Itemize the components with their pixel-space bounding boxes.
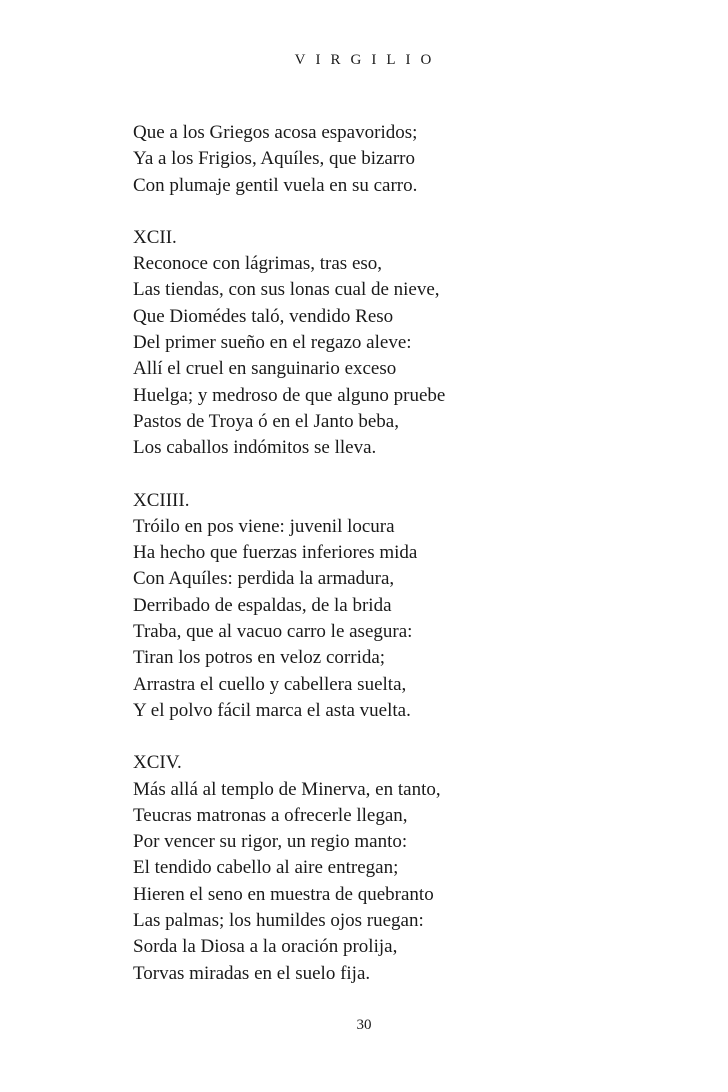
stanza-number: XCII. — [133, 226, 177, 248]
verse-line: Torvas miradas en el suelo fija. — [133, 962, 371, 984]
verse-line: Ha hecho que fuerzas inferiores mida — [133, 542, 418, 564]
verse-line: Teucras matronas a ofrecerle llegan, — [133, 804, 408, 826]
verse-line: Derribado de espaldas, de la brida — [133, 594, 392, 616]
verse-line: Pastos de Troya ó en el Janto beba, — [133, 410, 399, 432]
verse-line: Las palmas; los humildes ojos ruegan: — [133, 910, 424, 932]
verse-line: Traba, que al vacuo carro le asegura: — [133, 621, 413, 643]
poem-body — [133, 120, 653, 1013]
stanza-xciiii — [133, 488, 653, 725]
verse-line: Hieren el seno en muestra de quebranto — [133, 883, 434, 905]
verse-line: Tróilo en pos viene: juvenil locura — [133, 515, 395, 537]
verse-line: Que a los Griegos acosa espavoridos; — [133, 122, 418, 143]
running-header: VIRGILIO — [294, 52, 442, 68]
stanza-xcii — [133, 225, 653, 462]
verse-line: Y el polvo fácil marca el asta vuelta. — [133, 699, 411, 721]
verse-line: Por vencer su rigor, un regio manto: — [133, 831, 408, 853]
verse-line: Los caballos indómitos se lleva. — [133, 437, 377, 459]
verse-line: Reconoce con lágrimas, tras eso, — [133, 253, 383, 275]
verse-line: Del primer sueño en el regazo aleve: — [133, 332, 412, 354]
verse-line: Con Aquíles: perdida la armadura, — [133, 568, 395, 590]
verse-line: Ya a los Frigios, Aquíles, que bizarro — [133, 148, 415, 170]
stanza-xciv — [133, 750, 653, 987]
verse-line: Allí el cruel en sanguinario exceso — [133, 358, 397, 380]
verse-line: Sorda la Diosa a la oración prolija, — [133, 936, 398, 958]
verse-line: Las tiendas, con sus lonas cual de nieve, — [133, 279, 440, 301]
verse-line: Arrastra el cuello y cabellera suelta, — [133, 673, 407, 695]
stanza-number: XCIV. — [133, 752, 182, 774]
stanza-number: XCIIII. — [133, 489, 190, 511]
continued-stanza — [133, 120, 653, 199]
verse-line: Con plumaje gentil vuela en su carro. — [133, 174, 418, 196]
verse-line: Más allá al templo de Minerva, en tanto, — [133, 778, 441, 800]
page-number: 30 — [356, 1017, 372, 1033]
verse-line: Tiran los potros en veloz corrida; — [133, 647, 386, 669]
verse-line: Huelga; y medroso de que alguno pruebe — [133, 384, 446, 406]
verse-line: El tendido cabello al aire entregan; — [133, 857, 399, 879]
verse-line: Que Diomédes taló, vendido Reso — [133, 305, 394, 327]
